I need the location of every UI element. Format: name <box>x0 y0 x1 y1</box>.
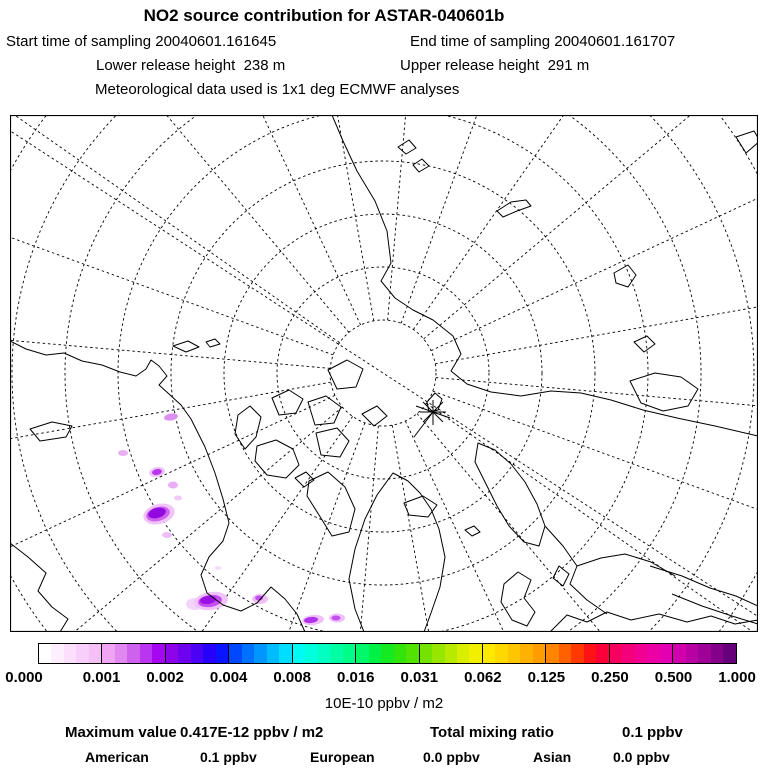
severnaya-zemlya <box>398 140 416 154</box>
colorbar-unit-label: 10E-10 ppbv / m2 <box>324 695 444 712</box>
iceland <box>404 496 437 517</box>
island-left <box>30 422 72 441</box>
colorbar-cell <box>51 644 63 663</box>
latitude-circle <box>330 320 436 426</box>
colorbar-cell <box>723 644 735 663</box>
archipelago-island <box>328 360 363 389</box>
colorbar <box>38 643 737 664</box>
meridian-line <box>10 115 340 343</box>
polar-map <box>10 115 758 632</box>
colorbar-cell <box>406 644 418 663</box>
colorbar-tick: 0.062 <box>464 669 502 686</box>
american-label: American <box>85 749 149 765</box>
latitude-circle <box>65 115 701 632</box>
colorbar-cell <box>584 644 596 663</box>
colorbar-cell <box>140 644 152 663</box>
colorbar-cell <box>254 644 266 663</box>
colorbar-cell <box>672 644 685 663</box>
archipelago-island <box>316 428 349 457</box>
colorbar-cell <box>635 644 647 663</box>
white-sea <box>630 373 698 411</box>
plume-blob <box>168 482 178 489</box>
colorbar-cell <box>101 644 114 663</box>
max-value: 0.417E-12 ppbv / m2 <box>180 724 324 741</box>
colorbar-cell <box>609 644 622 663</box>
svalbard <box>427 393 442 412</box>
asian-value: 0.0 ppbv <box>613 749 670 765</box>
meridian-line <box>10 407 342 632</box>
colorbar-cell <box>419 644 432 663</box>
colorbar-cell <box>482 644 495 663</box>
colorbar-cell <box>445 644 457 663</box>
coast-north-america <box>10 341 305 632</box>
colorbar-cell <box>698 644 710 663</box>
coastlines <box>10 115 758 632</box>
denmark <box>553 566 569 586</box>
american-value: 0.1 ppbv <box>200 749 257 765</box>
meridian-line <box>392 425 497 632</box>
colorbar-tick: 0.125 <box>527 669 566 686</box>
island-north-coast-2 <box>206 339 220 347</box>
lower-release-label: Lower release height 238 m <box>96 57 286 74</box>
colorbar-tick: 0.004 <box>209 669 248 686</box>
max-value-label: Maximum value <box>65 724 177 741</box>
colorbar-cell <box>76 644 88 663</box>
colorbar-cell <box>216 644 228 663</box>
island-top-right <box>634 336 655 352</box>
start-time-label: Start time of sampling 20040601.161645 <box>6 33 277 50</box>
colorbar-cell <box>178 644 190 663</box>
colorbar-cell <box>647 644 659 663</box>
plume-blob <box>162 532 172 538</box>
colorbar-cell <box>330 644 342 663</box>
meridian-line <box>424 115 758 339</box>
colorbar-cell <box>457 644 469 663</box>
colorbar-cell <box>152 644 164 663</box>
colorbar-tick: 0.031 <box>400 669 439 686</box>
island-north-coast-1 <box>173 341 199 352</box>
colorbar-cell <box>318 644 330 663</box>
archipelago-island <box>272 390 303 415</box>
colorbar-cell <box>469 644 481 663</box>
latitude-circle <box>10 115 758 632</box>
colorbar-cell <box>305 644 317 663</box>
colorbar-cell <box>520 644 532 663</box>
plume-blob <box>215 566 222 570</box>
meridian-line <box>433 391 758 599</box>
colorbar-cell <box>394 644 406 663</box>
page-title: NO2 source contribution for ASTAR-040601b <box>143 6 505 25</box>
colorbar-cell <box>495 644 507 663</box>
colorbar-cell <box>381 644 393 663</box>
latitude-circle <box>10 115 758 632</box>
archipelago-island <box>235 406 261 449</box>
plume-blob <box>174 496 182 501</box>
colorbar-tick: 0.002 <box>146 669 184 686</box>
colorbar-cell <box>508 644 520 663</box>
colorbar-cell <box>596 644 608 663</box>
total-mixing-value: 0.1 ppbv <box>622 724 683 741</box>
european-label: European <box>310 749 375 765</box>
meridian-line <box>405 421 662 632</box>
british-isles <box>501 572 535 626</box>
coast-europe-bottom <box>550 612 758 632</box>
severnaya-zemlya <box>413 159 429 172</box>
colorbar-cell <box>545 644 558 663</box>
colorbar-cell <box>279 644 291 663</box>
colorbar-tick: 0.001 <box>82 669 121 686</box>
latitude-circle <box>10 115 758 632</box>
colorbar-cell <box>191 644 203 663</box>
meridian-line <box>401 115 609 323</box>
colorbar-cell <box>559 644 571 663</box>
colorbar-cell <box>64 644 76 663</box>
plume-layer <box>118 412 345 626</box>
colorbar-cell <box>39 644 51 663</box>
meridian-line <box>10 315 330 368</box>
coast-right-lower <box>650 566 758 624</box>
colorbar-tick: 1.000 <box>718 669 756 686</box>
map-border <box>11 116 758 632</box>
latitude-circle <box>12 115 754 632</box>
plume-blob <box>163 412 178 421</box>
asian-label: Asian <box>533 749 572 765</box>
plume-blob <box>118 450 128 456</box>
end-time-label: End time of sampling 20040601.161707 <box>410 33 676 50</box>
colorbar-cell <box>686 644 698 663</box>
colorbar-cell <box>267 644 279 663</box>
colorbar-cell <box>115 644 127 663</box>
colorbar-cell <box>533 644 545 663</box>
colorbar-cell <box>622 644 634 663</box>
total-mixing-label: Total mixing ratio <box>430 724 554 741</box>
european-value: 0.0 ppbv <box>423 749 480 765</box>
upper-release-label: Upper release height 291 m <box>400 57 590 74</box>
met-data-label: Meteorological data used is 1x1 deg ECMWF analyses <box>95 81 460 98</box>
colorbar-tick: 0.016 <box>336 669 375 686</box>
meridian-line <box>417 414 758 632</box>
colorbar-cell <box>343 644 355 663</box>
meridian-through-pole <box>10 115 758 632</box>
island-top-right <box>614 265 636 287</box>
colorbar-cell <box>127 644 139 663</box>
island-top-right-corner <box>736 131 758 153</box>
colorbar-cell <box>432 644 444 663</box>
meridian-line <box>435 258 758 363</box>
plume-blob <box>332 616 341 621</box>
archipelago-island <box>255 440 299 478</box>
colorbar-cell <box>355 644 368 663</box>
coast-bottom-left <box>10 543 68 632</box>
colorbar-cell <box>203 644 215 663</box>
colorbar-cell <box>711 644 723 663</box>
latitude-circle <box>224 214 542 532</box>
colorbar-cell <box>660 644 672 663</box>
graticule-grid <box>10 115 758 632</box>
meridian-line <box>10 147 333 355</box>
meridian-line <box>10 416 353 632</box>
faroe-islands <box>465 526 480 536</box>
colorbar-tick: 0.000 <box>5 669 43 686</box>
latitude-circle <box>277 267 489 479</box>
meridian-line <box>104 115 361 325</box>
colorbar-cell <box>242 644 254 663</box>
latitude-circle <box>171 161 595 585</box>
colorbar-cell <box>89 644 101 663</box>
colorbar-cell <box>369 644 381 663</box>
archipelago-island-baffin <box>307 472 355 536</box>
meridian-line <box>268 115 373 321</box>
meridian-line <box>426 403 758 632</box>
meridian-line <box>436 378 758 431</box>
colorbar-cell <box>571 644 583 663</box>
colorbar-tick: 0.008 <box>273 669 311 686</box>
colorbar-tick: 0.500 <box>654 669 693 686</box>
colorbar-cell <box>292 644 305 663</box>
colorbar-cell <box>165 644 178 663</box>
colorbar-cell <box>228 644 241 663</box>
colorbar-tick: 0.250 <box>591 669 629 686</box>
greenland <box>349 473 445 632</box>
